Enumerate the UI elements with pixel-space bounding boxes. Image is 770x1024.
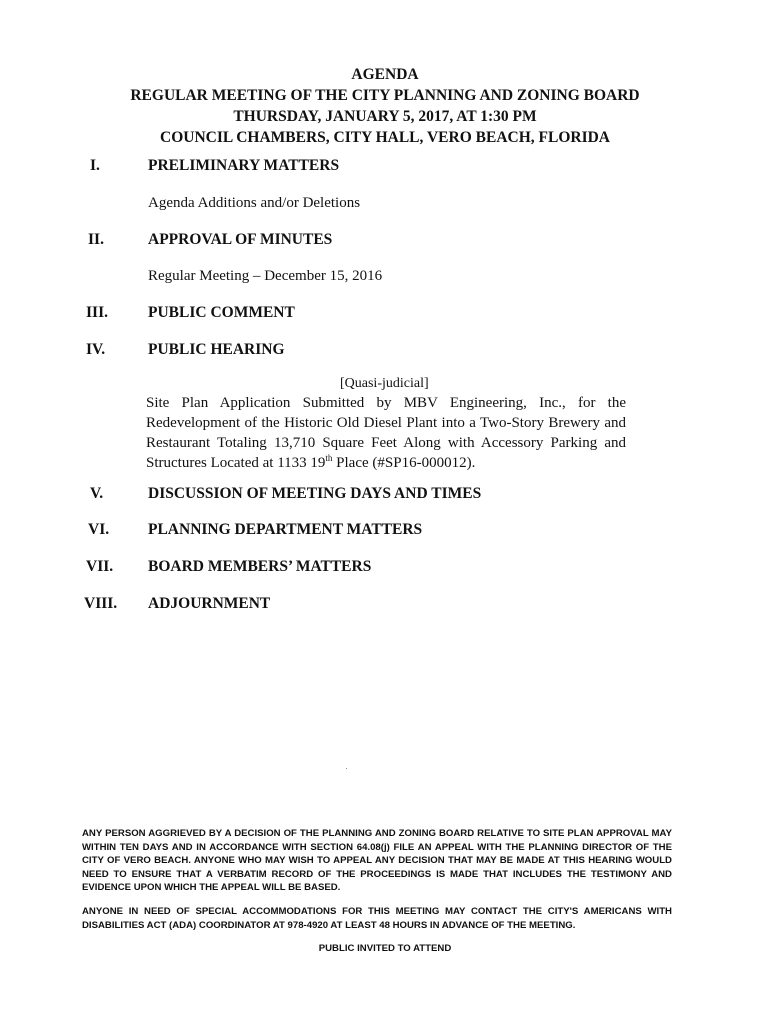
section-title: APPROVAL OF MINUTES <box>148 231 333 248</box>
agenda-header <box>0 64 770 148</box>
section-title: PUBLIC COMMENT <box>148 304 295 321</box>
section-title: PUBLIC HEARING <box>148 341 285 358</box>
appeal-notice: ANY PERSON AGGRIEVED BY A DECISION OF THE PLANNING AND ZONING BOARD RELATIVE TO SITE PLAN APPROVAL MAY WITHIN TEN DAYS AND IN ACCORDANCE WITH SECTION 64.08(j) FILE AN APPEAL WITH THE PLANNING DIRECTOR OF THE CITY OF VERO BEACH. ANYONE WHO MAY WISH TO APPEAL ANY DECISION THAT MAY BE MADE AT THIS HEARING WOULD NEED TO ENSURE THAT A VERBATIM RECORD OF THE PROCEEDINGS IS MADE THAT INCLUDES THE TESTIMONY AND EVIDENCE UPON WHICH THE APPEAL WILL BE BASED. <box>82 828 672 894</box>
header-meeting-date: THURSDAY, JANUARY 5, 2017, AT 1:30 PM <box>233 108 537 125</box>
section-number: IV. <box>86 341 106 358</box>
header-meeting-location: COUNCIL CHAMBERS, CITY HALL, VERO BEACH, FLORIDA <box>160 129 610 146</box>
public-invited-notice: PUBLIC INVITED TO ATTEND <box>318 943 452 954</box>
section-number: III. <box>86 304 108 321</box>
section-body-regular-meeting: Regular Meeting – December 15, 2016 <box>148 268 383 284</box>
section-number: I. <box>90 157 100 174</box>
quasi-judicial-label: [Quasi-judicial] <box>340 376 429 391</box>
section-title: ADJOURNMENT <box>148 595 271 612</box>
section-body-agenda-additions: Agenda Additions and/or Deletions <box>148 195 361 211</box>
scan-speck <box>346 768 347 769</box>
section-title: BOARD MEMBERS’ MATTERS <box>148 558 372 575</box>
header-agenda-title: AGENDA <box>351 66 419 83</box>
section-number: II. <box>88 231 104 248</box>
header-meeting-title: REGULAR MEETING OF THE CITY PLANNING AND ZONING BOARD <box>130 87 640 104</box>
section-title: PRELIMINARY MATTERS <box>148 157 340 174</box>
section-number: V. <box>90 485 104 502</box>
ada-notice: ANYONE IN NEED OF SPECIAL ACCOMMODATIONS FOR THIS MEETING MAY CONTACT THE CITY'S AMERICANS WITH DISABILITIES ACT (ADA) COORDINATOR AT 978-4920 AT LEAST 48 HOURS IN ADVANCE OF THE MEETING. <box>82 906 672 931</box>
public-hearing-item-text: Site Plan Application Submitted by MBV Engineering, Inc., for the Redevelopment of the Historic Old Diesel Plant into a Two-Story Brewery and Restaurant Totaling 13,710 Square Feet Along with Accessory Parking and Structures Located at 1133 19 <box>146 395 626 471</box>
section-title: PLANNING DEPARTMENT MATTERS <box>148 521 423 538</box>
section-title: DISCUSSION OF MEETING DAYS AND TIMES <box>148 485 482 502</box>
public-hearing-item-text-end: Place (#SP16-000012). <box>332 455 476 471</box>
section-number: VI. <box>88 521 110 538</box>
section-number: VIII. <box>84 595 118 612</box>
section-number: VII. <box>86 558 114 575</box>
ordinal-suffix: th <box>325 453 333 463</box>
public-hearing-item <box>146 393 626 473</box>
